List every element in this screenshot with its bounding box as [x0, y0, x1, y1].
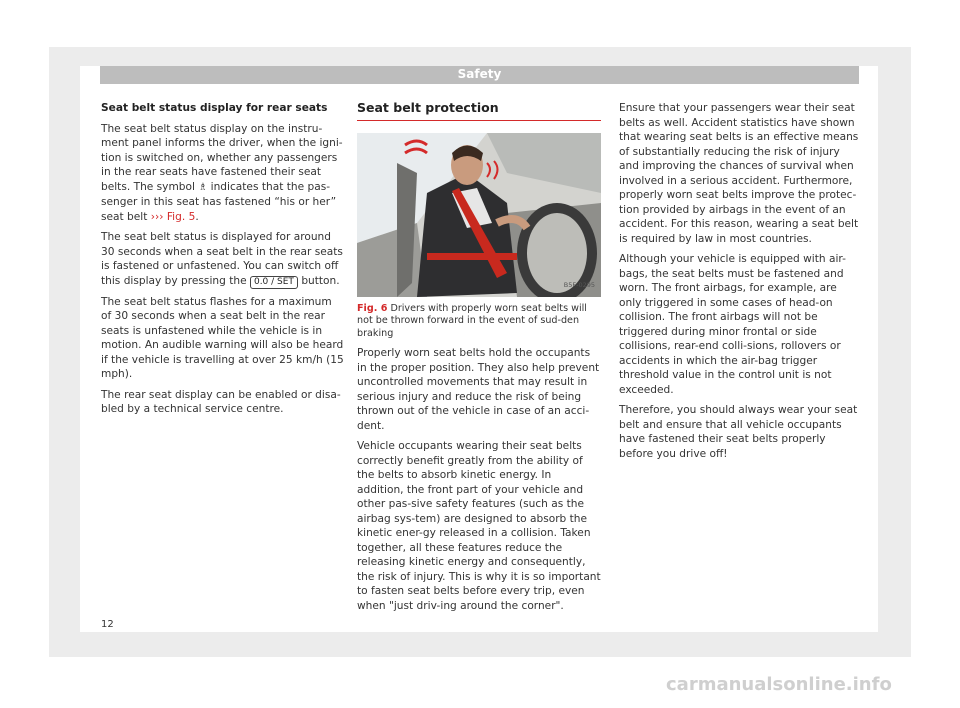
subsection-heading: Seat belt status display for rear seats [101, 102, 328, 114]
paragraph: The seat belt status flashes for a maximum of 30 seconds when a seat belt in the rear seats is unfastened while the vehicle is in motion. An audible warning will also be heard if the vehicle is travelling at over 25 km/h (15 mph). [101, 295, 344, 380]
watermark-text: carmanualsonline.info [666, 674, 892, 695]
page-number: 12 [101, 619, 114, 630]
figure-label: Fig. 6 [357, 302, 388, 314]
paragraph: The seat belt status is displayed for around 30 seconds when a seat belt in the rear seats is fastened or unfastened. You can switch off this display by pressing the 0.0 / SET button. [101, 231, 343, 287]
paragraph: Therefore, you should always wear your seat belt and ensure that all vehicle occupants have fastened their seat belts properly before you drive off! [619, 404, 858, 460]
section-header-bar [100, 66, 859, 84]
paragraph: The rear seat display can be enabled or disa-bled by a technical service centre. [101, 388, 341, 415]
set-button-label: 0.0 / SET [250, 276, 298, 289]
section-heading: Seat belt protection [357, 101, 601, 121]
driver-illustration [357, 133, 601, 297]
figure-driver-seatbelt [357, 133, 601, 297]
paragraph: Although your vehicle is equipped with air-bags, the seat belts must be fastened and worn. The front airbags, for example, are only triggered in some cases of head-on collision. The front airbags will not be triggered during minor frontal or side collisions, rear-end colli-sions, rollovers or accidents in which the air-bag trigger threshold value in the control unit is not exceeded. [619, 253, 846, 396]
paragraph: Ensure that your passengers wear their seat belts as well. Accident statistics have shown that wearing seat belts is an effective means of substantially reducing the risk of injury and improving the chances of survival when involved in a serious accident. Furthermore, properly worn seat belts improve the protec-tion provided by airbags in the event of an accident. For this reason, wearing a seat belt is required by law in most countries. [619, 102, 859, 245]
seatbelt-person-icon: ♗ [198, 181, 208, 193]
cross-reference-arrows: ››› [150, 210, 164, 223]
figure-caption: Fig. 6 Drivers with properly worn seat belts will not be thrown forward in the event of sud-den braking [357, 302, 587, 339]
paragraph: Vehicle occupants wearing their seat belts correctly benefit greatly from the ability of the belts to absorb kinetic energy. In addition, the front part of your vehicle and other pas-sive safety features (such as the airbag sys-tem) are designed to absorb the kinetic ener-gy released in a collision. Taken together, all these features reduce the releasing kinetic energy and consequently, the risk of injury. This is why it is so important to fasten seat belts before every trip, even when "just driv-ing around the corner". [357, 440, 601, 612]
figure-link[interactable]: Fig. 5 [166, 210, 196, 223]
paragraph: The seat belt status display on the instru-ment panel informs the driver, when the igni-tion is switched on, whether any passengers in the rear seats have fastened their seat belts. The symbol ♗ indicates that the pas-senger in this seat has fastened “his or her” seat belt ››› Fig. 5. [101, 122, 343, 223]
paragraph: Properly worn seat belts hold the occupants in the proper position. They also help prevent uncontrolled movements that may result in serious injury and reduce the risk of being thrown out of the vehicle in case of an acci-dent. [357, 347, 600, 432]
figure-code: B5F-0295 [563, 281, 595, 289]
section-title: Safety [457, 67, 502, 81]
left-column [101, 101, 345, 423]
right-column [619, 101, 859, 467]
middle-column [357, 101, 601, 619]
